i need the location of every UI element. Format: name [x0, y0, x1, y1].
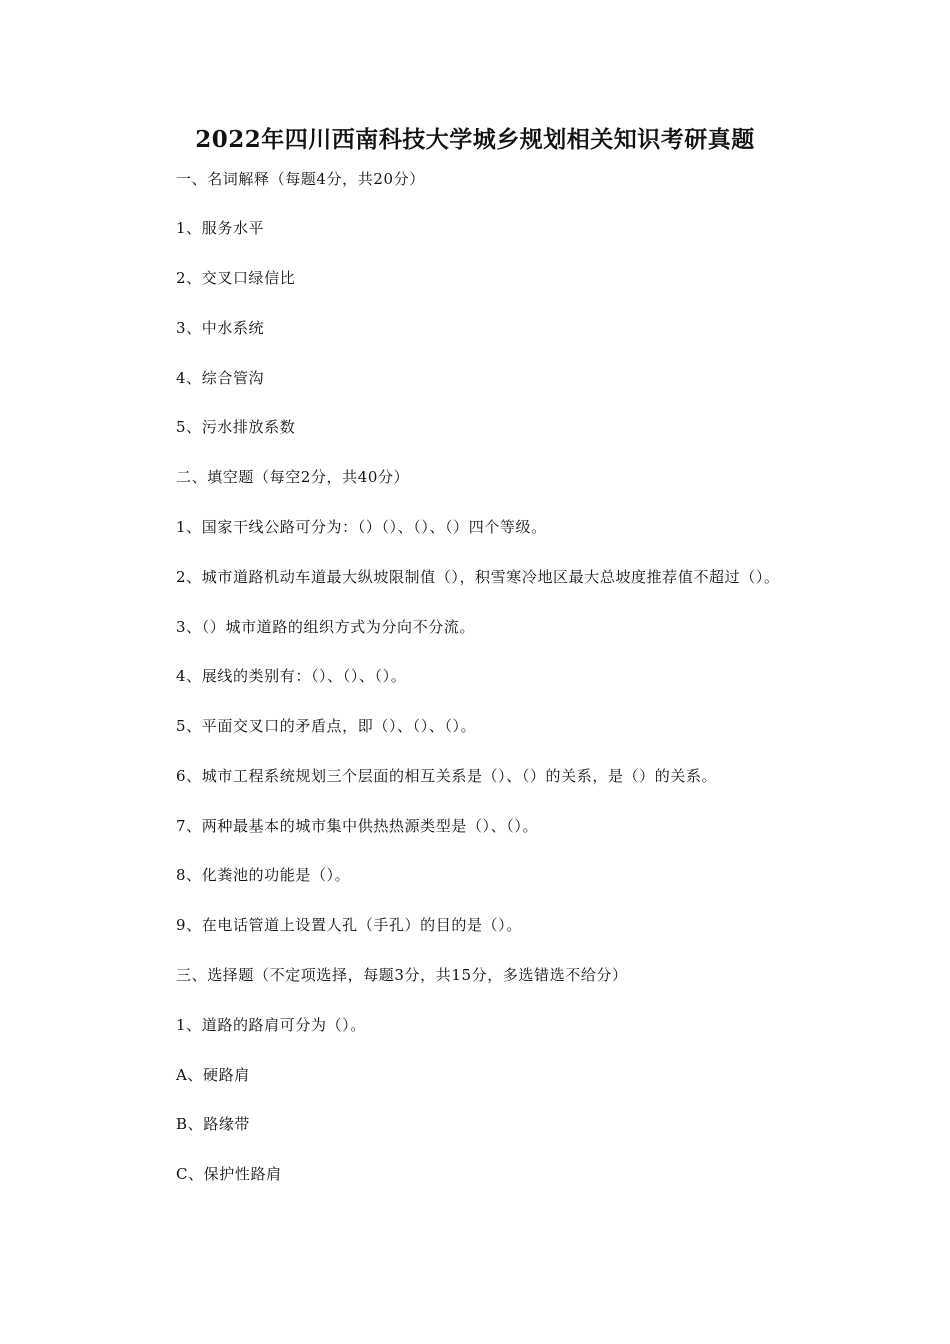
section-1-item: 5、污水排放系数	[176, 418, 296, 436]
section-2-item: 6、城市工程系统规划三个层面的相互关系是（）、（）的关系，是（）的关系。	[176, 767, 718, 785]
document-title: 2022年四川西南科技大学城乡规划相关知识考研真题	[195, 126, 755, 153]
answer-option: B、路缘带	[176, 1115, 251, 1133]
answer-option: C、保护性路肩	[176, 1165, 282, 1183]
section-1-item: 4、综合管沟	[176, 369, 265, 387]
section-1-item: 1、服务水平	[176, 219, 265, 237]
section-1-item: 3、中水系统	[176, 319, 265, 337]
section-3-heading: 三、选择题（不定项选择，每题3分，共15分，多选错选不给分）	[176, 966, 628, 984]
section-2-item: 8、化粪池的功能是（）。	[176, 866, 351, 884]
section-3-question: 1、道路的路肩可分为（）。	[176, 1016, 366, 1034]
section-1-heading: 一、名词解释（每题4分，共20分）	[176, 170, 425, 188]
section-2-item: 2、城市道路机动车道最大纵坡限制值（），积雪寒冷地区最大总坡度推荐值不超过（）。	[176, 568, 780, 586]
answer-option: A、硬路肩	[176, 1066, 250, 1084]
section-2-item: 5、平面交叉口的矛盾点，即（）、（）、（）。	[176, 717, 477, 735]
section-2-item: 7、两种最基本的城市集中供热热源类型是（）、（）。	[176, 817, 539, 835]
section-1-item: 2、交叉口绿信比	[176, 269, 296, 287]
section-2-item: 4、展线的类别有：（）、（）、（）。	[176, 667, 407, 685]
section-2-heading: 二、填空题（每空2分，共40分）	[176, 468, 410, 486]
section-2-item: 1、国家干线公路可分为：（）（）、（）、（）四个等级。	[176, 518, 547, 536]
section-2-item: 3、（）城市道路的组织方式为分向不分流。	[176, 618, 476, 636]
section-2-item: 9、在电话管道上设置人孔（手孔）的目的是（）。	[176, 916, 522, 934]
